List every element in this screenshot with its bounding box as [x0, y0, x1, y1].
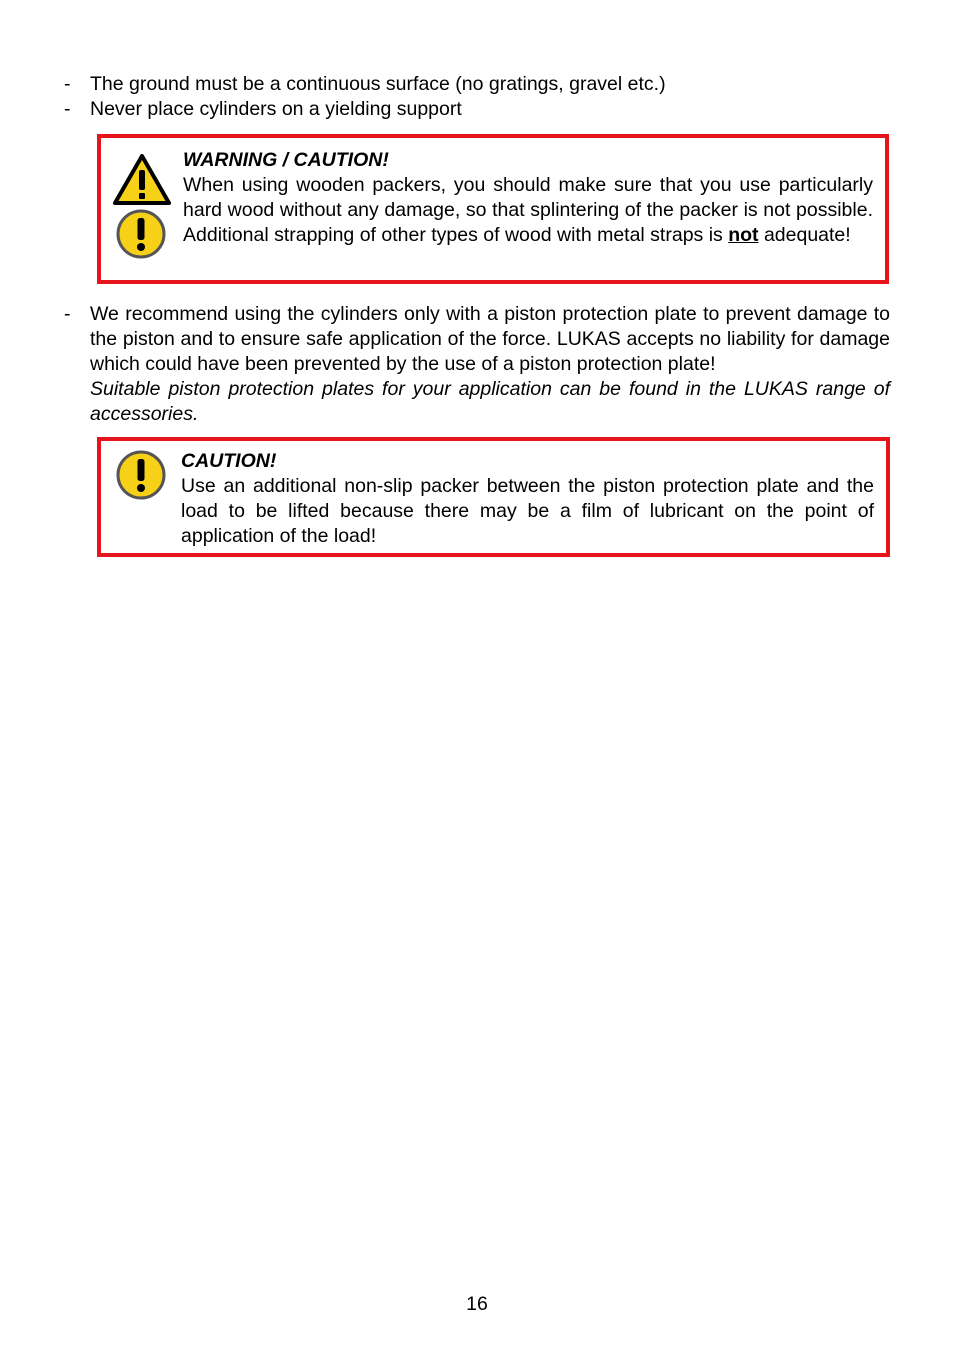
warning-text: [183, 173, 873, 248]
exclamation-circle-icon: [115, 449, 167, 507]
recommendation-main: We recommend using the cylinders only with a piston protection plate to prevent damage to the piston and to ensure safe application of the force. LUKAS accepts no liability for damage which could have been prevented by the use of a piston protection plate!: [90, 303, 890, 375]
bullet-dash: -: [64, 303, 71, 325]
recommendation-text: [90, 302, 890, 427]
warning-content: [183, 148, 873, 248]
bullet-dash: -: [64, 73, 71, 95]
bullet-item: [64, 97, 890, 122]
page-number: 16: [466, 1293, 488, 1315]
caution-box: [97, 437, 890, 557]
warning-title: WARNING / CAUTION!: [183, 149, 389, 171]
caution-text: Use an additional non-slip packer between the piston protection plate and the load to be lifted because there may be a film of lubricant on the point of application of the load!: [181, 475, 874, 547]
warning-text-after: adequate!: [758, 224, 851, 246]
recommendation-note: Suitable piston protection plates for your application can be found in the LUKAS range of accessories.: [90, 378, 890, 425]
warning-text-before: When using wooden packers, you should make sure that you use particularly hard wood without any damage, so that splintering of the packer is not possible. Additional strapping of other types of wood with metal straps is: [183, 174, 873, 246]
warning-triangle-icon: [113, 154, 171, 212]
caution-title: CAUTION!: [181, 450, 277, 472]
bullet-item: [64, 72, 890, 97]
caution-content: [181, 449, 874, 549]
bullet-dash: -: [64, 98, 71, 120]
bullet-item: [64, 302, 890, 427]
warning-emphasis: not: [728, 224, 759, 246]
exclamation-circle-icon: [115, 208, 167, 266]
warning-box: [97, 134, 889, 284]
bullet-text: The ground must be a continuous surface (no gratings, gravel etc.): [90, 73, 666, 95]
bullet-text: Never place cylinders on a yielding support: [90, 98, 462, 120]
